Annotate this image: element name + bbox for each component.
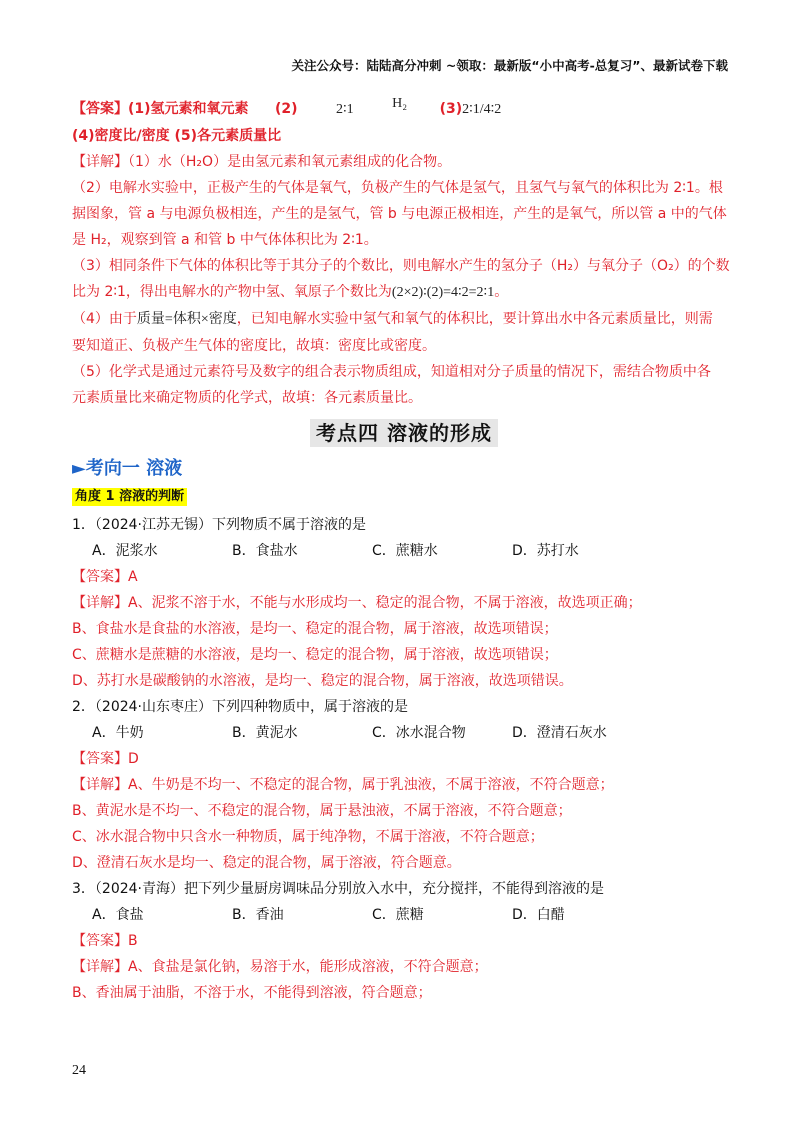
question-3-option-a: A．食盐 [92,907,144,923]
question-1-option-a: A．泥浆水 [92,543,158,559]
detail-p5b: 元素质量比来确定物质的化学式，故填：各元素质量比。 [72,390,422,406]
question-3-options [72,902,736,928]
detail-p4a [72,306,736,333]
answer-line-2: (4)密度比/密度 (5)各元素质量比 [72,128,282,144]
question-1-detail-1: 【详解】A、泥浆不溶于水，不能与水形成均一、稳定的混合物，不属于溶液，故选项正确； [72,595,642,611]
question-2-detail-2: B、黄泥水是不均一、不稳定的混合物，属于悬浊液，不属于溶液，不符合题意； [72,803,572,819]
detail-p3a: （3）相同条件下气体的体积比等于其分子的个数比，则电解水产生的氢分子（H₂）与氧分子（O₂）的个数 [72,258,730,274]
detail-p5a: （5）化学式是通过元素符号及数字的组合表示物质组成，知道相对分子质量的情况下，需结合物质中各 [72,364,711,380]
answer-part-1: (1)氢元素和氧元素 [128,101,249,117]
question-1-answer: 【答案】A [72,569,138,585]
question-1-detail-3: C、蔗糖水是蔗糖的水溶液，是均一、稳定的混合物，属于溶液，故选项错误； [72,647,558,663]
question-3-detail-1: 【详解】A、食盐是氯化钠，易溶于水，能形成溶液，不符合题意； [72,959,488,975]
page-header: 关注公众号：陆陆高分冲刺 ~领取：最新版“小中高考-总复习”、最新试卷下载 [291,58,728,73]
question-3-detail-2: B、香油属于油脂，不溶于水，不能得到溶液，符合题意； [72,985,432,1001]
answer-part-2-label: (2) [275,101,298,117]
question-3-answer: 【答案】B [72,933,138,949]
detail-p3b-math: (2×2)∶(2)=4∶2=2∶1 [391,285,495,300]
question-1-option-b: B．食盐水 [232,543,298,559]
detail-p1-text: （1）水（H₂O）是由氢元素和氧元素组成的化合物。 [128,154,452,170]
direction-heading: ►考向一 溶液 [72,458,183,479]
question-3-option-d: D．白醋 [512,907,565,923]
question-2-option-b: B．黄泥水 [232,725,298,741]
question-2-answer: 【答案】D [72,751,139,767]
question-2-option-a: A．牛奶 [92,725,144,741]
question-1-detail-4: D、苏打水是碳酸钠的水溶液，是均一、稳定的混合物，属于溶液，故选项错误。 [72,673,573,689]
angle-badge: 角度 1 溶液的判断 [72,488,187,506]
detail-label: 【详解】 [72,154,128,170]
question-1-stem: 1．（2024·江苏无锡）下列物质不属于溶液的是 [72,517,366,533]
detail-p2b: 据图象，管 a 与电源负极相连，产生的是氢气，管 b 与电源正极相连，产生的是氧气，所以管 a 中的气体 [72,206,727,222]
detail-p4a-post: ，已知电解水实验中氢气和氧气的体积比，要计算出水中各元素质量比，则需 [236,311,713,327]
question-1-option-d: D．苏打水 [512,543,579,559]
detail-p2a: （2）电解水实验中，正极产生的气体是氧气，负极产生的气体是氢气，且氢气与氧气的体积比为 2∶1。根 [72,180,723,196]
detail-p2c: 是 H₂，观察到管 a 和管 b 中气体体积比为 2∶1。 [72,232,378,248]
question-1-option-c: C．蔗糖水 [372,543,438,559]
question-1-detail-2: B、食盐水是食盐的水溶液，是均一、稳定的混合物，属于溶液，故选项错误； [72,621,558,637]
answer-label: 【答案】 [72,101,128,117]
answer-part-3-value: 2∶1/4∶2 [462,102,502,117]
question-2-option-c: C．冰水混合物 [372,725,466,741]
question-2-detail-3: C、冰水混合物中只含水一种物质，属于纯净物，不属于溶液，不符合题意； [72,829,544,845]
detail-p1 [72,149,736,175]
section-title-text: 考点四 溶液的形成 [310,419,498,447]
answer-line-1 [72,96,736,123]
question-3-option-b: B．香油 [232,907,284,923]
question-2-detail-4: D、澄清石灰水是均一、稳定的混合物，属于溶液，符合题意。 [72,855,461,871]
detail-p3b [72,279,736,306]
detail-p3b-pre: 比为 2∶1，得出电解水的产物中氢、氧原子个数比为 [72,284,392,300]
question-2-option-d: D．澄清石灰水 [512,725,607,741]
page-number: 24 [72,1063,86,1078]
section-title [72,417,736,446]
detail-p4a-pre: （4）由于 [72,311,137,327]
detail-p4b: 要知道正、负极产生气体的密度比，故填：密度比或密度。 [72,338,436,354]
question-2-options [72,720,736,746]
answer-part-2-formula: H₂ [392,96,408,111]
detail-p4a-math: 质量=体积×密度 [136,312,237,327]
answer-part-2-ratio: 2∶1 [336,102,354,117]
detail-p3b-post: 。 [494,284,509,300]
answer-part-3-label: (3) [439,101,463,117]
page-content [72,96,736,1006]
question-2-detail-1: 【详解】A、牛奶是不均一、不稳定的混合物，属于乳浊液，不属于溶液，不符合题意； [72,777,614,793]
question-2-stem: 2．（2024·山东枣庄）下列四种物质中，属于溶液的是 [72,699,408,715]
question-3-option-c: C．蔗糖 [372,907,424,923]
question-3-stem: 3．（2024·青海）把下列少量厨房调味品分别放入水中，充分搅拌，不能得到溶液的是 [72,881,604,897]
question-1-options [72,538,736,564]
